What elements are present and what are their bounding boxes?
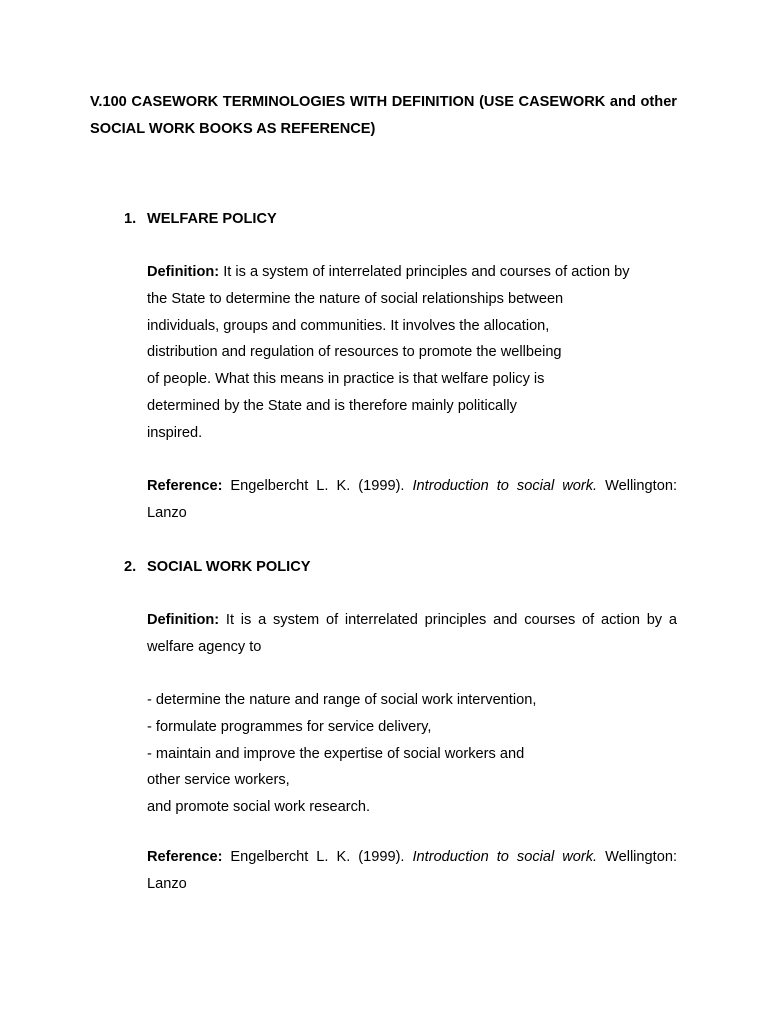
reference-label: Reference: — [147, 849, 223, 865]
reference-publisher: Wellington: — [597, 849, 677, 865]
reference-city: Lanzo — [147, 875, 187, 892]
list-item: - maintain and improve the expertise of social workers and — [147, 745, 525, 762]
definition-line: welfare agency to — [147, 638, 262, 655]
policy-list — [147, 687, 536, 821]
section-title: SOCIAL WORK POLICY — [147, 559, 311, 575]
reference-publisher: Wellington: — [597, 478, 677, 494]
reference-book-title: Introduction to social work. — [412, 478, 598, 494]
section-heading-social-work-policy — [124, 557, 311, 577]
definition-label: Definition: — [147, 612, 220, 628]
definition-block-welfare-policy — [147, 259, 630, 447]
reference-block-welfare-policy — [147, 473, 677, 527]
reference-book-title: Introduction to social work. — [412, 849, 598, 865]
reference-label: Reference: — [147, 478, 223, 494]
definition-line: Definition: It is a system of interrelated principles and courses of action by a — [147, 612, 677, 628]
definition-line: Definition: It is a system of interrelated principles and courses of action by — [147, 264, 630, 280]
reference-city: Lanzo — [147, 504, 187, 521]
section-heading-welfare-policy — [124, 209, 277, 229]
list-item: and promote social work research. — [147, 799, 371, 816]
reference-line — [147, 844, 677, 871]
reference-author: Engelbercht L. K. (1999). — [222, 478, 413, 494]
reference-author: Engelbercht L. K. (1999). — [222, 849, 413, 865]
section-title: WELFARE POLICY — [147, 211, 277, 227]
definition-line: the State to determine the nature of social relationships between — [147, 290, 564, 307]
definition-line: determined by the State and is therefore mainly politically — [147, 397, 517, 414]
list-item: - formulate programmes for service delivery, — [147, 718, 432, 735]
section-number: 1. — [124, 211, 137, 227]
reference-line — [147, 473, 677, 500]
definition-line: of people. What this means in practice is that welfare policy is — [147, 371, 545, 388]
definition-line: inspired. — [147, 424, 203, 441]
reference-block-social-work-policy — [147, 844, 677, 898]
definition-line: distribution and regulation of resources to promote the wellbeing — [147, 344, 562, 361]
definition-block-social-work-policy — [147, 607, 677, 661]
list-item: other service workers, — [147, 772, 290, 789]
list-item: - determine the nature and range of social work intervention, — [147, 692, 537, 708]
definition-label: Definition: — [147, 264, 220, 280]
section-number: 2. — [124, 559, 137, 575]
document-title: V.100 CASEWORK TERMINOLOGIES WITH DEFINITION (USE CASEWORK and other SOCIAL WORK BOOKS AS REFERENCE) — [90, 94, 677, 137]
definition-line: individuals, groups and communities. It involves the allocation, — [147, 317, 550, 334]
